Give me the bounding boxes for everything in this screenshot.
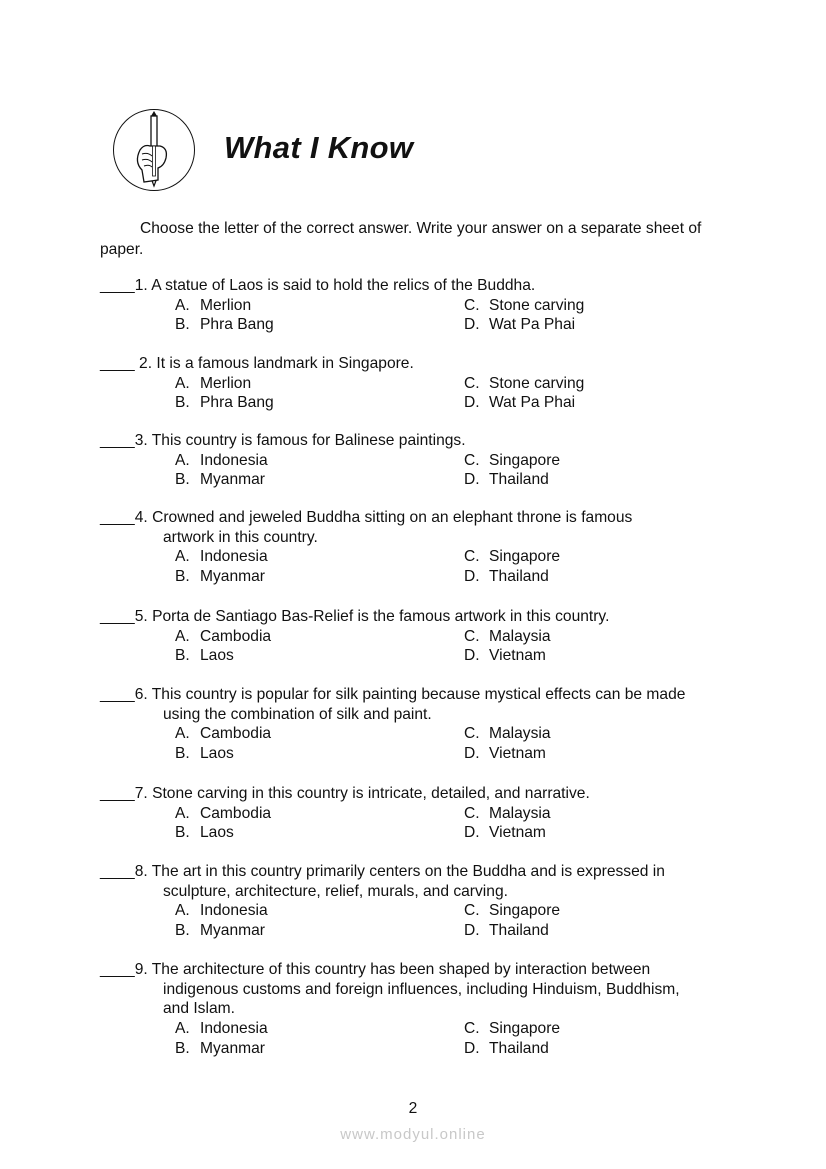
option-b — [175, 1039, 265, 1059]
question-text: Crowned and jeweled Buddha sitting on an elephant throne is famous — [152, 509, 633, 526]
option-b — [175, 315, 274, 335]
option-text: Indonesia — [200, 1020, 268, 1038]
option-d — [464, 921, 549, 941]
option-letter: B. — [175, 647, 190, 665]
option-c — [464, 547, 560, 567]
option-letter: A. — [175, 1020, 190, 1038]
option-d — [464, 567, 549, 587]
answer-blank: ____ — [100, 785, 135, 802]
option-letter: B. — [175, 316, 190, 334]
question-number: 9. — [134, 961, 148, 978]
option-text: Myanmar — [200, 568, 265, 586]
option-text: Vietnam — [489, 745, 546, 763]
option-text: Thailand — [489, 922, 549, 940]
option-letter: B. — [175, 745, 190, 763]
question-number: 8. — [134, 863, 148, 880]
option-text: Malaysia — [489, 804, 551, 822]
option-letter: D. — [464, 824, 480, 842]
option-text: Vietnam — [489, 824, 546, 842]
options — [100, 804, 740, 843]
option-letter: D. — [464, 316, 480, 334]
options — [100, 901, 740, 940]
page-number: 2 — [408, 1100, 418, 1117]
option-a — [175, 296, 251, 316]
option-letter: D. — [464, 568, 480, 586]
options — [100, 451, 740, 490]
question-line — [100, 508, 740, 528]
option-c — [464, 296, 584, 316]
option-text: Thailand — [489, 568, 549, 586]
option-a — [175, 724, 271, 744]
question-text: using the combination of silk and paint. — [163, 705, 432, 723]
question-line — [100, 784, 740, 804]
question-line — [100, 685, 740, 705]
option-text: Malaysia — [489, 627, 551, 645]
question-text: It is a famous landmark in Singapore. — [156, 355, 414, 372]
question-line — [100, 980, 740, 1000]
instructions: Choose the letter of the correct answer. Write your answer on a separate sheet of paper. — [100, 220, 702, 258]
option-letter: C. — [464, 451, 480, 469]
question-text: and Islam. — [163, 1000, 235, 1018]
option-b — [175, 646, 234, 666]
answer-blank: ____ — [100, 686, 135, 703]
question-line — [100, 276, 740, 296]
option-letter: D. — [464, 394, 480, 412]
option-letter: A. — [175, 725, 190, 743]
options — [100, 374, 740, 413]
option-letter: A. — [175, 296, 190, 314]
option-letter: C. — [464, 296, 480, 314]
option-text: Singapore — [489, 451, 561, 469]
answer-blank: ____ — [100, 608, 135, 625]
option-letter: C. — [464, 804, 480, 822]
question-7 — [100, 784, 740, 843]
question-text: sculpture, architecture, relief, murals, and carving. — [163, 882, 508, 900]
question-line — [100, 999, 740, 1019]
option-text: Merlion — [200, 296, 252, 314]
option-letter: B. — [175, 394, 190, 412]
option-d — [464, 744, 546, 764]
option-a — [175, 374, 251, 394]
option-text: Singapore — [489, 902, 561, 920]
option-text: Wat Pa Phai — [489, 316, 576, 334]
option-a — [175, 1019, 268, 1039]
page-title: What I Know — [224, 130, 414, 165]
question-number: 1. — [134, 277, 148, 294]
options — [100, 296, 740, 335]
option-d — [464, 315, 575, 335]
options — [100, 547, 740, 586]
answer-blank: ____ — [100, 355, 140, 372]
option-letter: D. — [464, 471, 480, 489]
question-line — [100, 354, 740, 374]
option-a — [175, 804, 271, 824]
question-line — [100, 862, 740, 882]
option-text: Wat Pa Phai — [489, 394, 576, 412]
question-3 — [100, 431, 740, 490]
option-b — [175, 393, 274, 413]
option-letter: B. — [175, 824, 190, 842]
answer-blank: ____ — [100, 277, 135, 294]
option-text: Stone carving — [489, 296, 585, 314]
option-letter: C. — [464, 902, 480, 920]
option-text: Laos — [200, 647, 234, 665]
option-b — [175, 823, 234, 843]
option-c — [464, 804, 551, 824]
question-1 — [100, 276, 740, 335]
option-text: Indonesia — [200, 548, 268, 566]
option-a — [175, 547, 268, 567]
question-text: indigenous customs and foreign influences, including Hinduism, Buddhism, — [163, 980, 680, 998]
option-letter: C. — [464, 627, 480, 645]
option-letter: C. — [464, 1020, 480, 1038]
option-text: Cambodia — [200, 804, 272, 822]
option-letter: B. — [175, 1039, 190, 1057]
question-text: Stone carving in this country is intricate, detailed, and narrative. — [152, 785, 590, 802]
hand-holding-pencil-icon — [113, 109, 195, 191]
option-letter: C. — [464, 725, 480, 743]
option-c — [464, 374, 584, 394]
option-a — [175, 627, 271, 647]
option-d — [464, 646, 546, 666]
question-4 — [100, 508, 740, 587]
option-letter: B. — [175, 568, 190, 586]
option-letter: A. — [175, 902, 190, 920]
option-letter: B. — [175, 922, 190, 940]
option-c — [464, 627, 551, 647]
option-a — [175, 901, 268, 921]
question-line — [100, 960, 740, 980]
question-number: 3. — [134, 432, 148, 449]
option-letter: D. — [464, 745, 480, 763]
question-line — [100, 431, 740, 451]
option-text: Merlion — [200, 374, 252, 392]
question-line — [100, 528, 740, 548]
question-line — [100, 882, 740, 902]
question-text: This country is popular for silk painting because mystical effects can be made — [151, 686, 686, 703]
option-letter: B. — [175, 471, 190, 489]
answer-blank: ____ — [100, 432, 135, 449]
question-number: 7. — [134, 785, 148, 802]
option-text: Phra Bang — [200, 394, 274, 412]
question-number: 4. — [134, 509, 148, 526]
option-text: Indonesia — [200, 902, 268, 920]
option-c — [464, 901, 560, 921]
question-8 — [100, 862, 740, 941]
option-letter: A. — [175, 627, 190, 645]
answer-blank: ____ — [100, 509, 135, 526]
question-number: 6. — [134, 686, 148, 703]
option-c — [464, 1019, 560, 1039]
question-text: The architecture of this country has been shaped by interaction between — [151, 961, 651, 978]
question-number: 2. — [139, 355, 153, 372]
watermark: www.modyul.online — [340, 1126, 486, 1143]
option-letter: C. — [464, 374, 480, 392]
question-line — [100, 607, 740, 627]
option-letter: D. — [464, 647, 480, 665]
option-letter: D. — [464, 1039, 480, 1057]
question-2 — [100, 354, 740, 413]
option-letter: A. — [175, 374, 190, 392]
option-d — [464, 1039, 549, 1059]
question-text: Porta de Santiago Bas-Relief is the famous artwork in this country. — [152, 608, 610, 625]
option-text: Cambodia — [200, 627, 272, 645]
options — [100, 627, 740, 666]
option-text: Myanmar — [200, 1039, 265, 1057]
question-text: The art in this country primarily centers on the Buddha and is expressed in — [151, 863, 665, 880]
option-text: Thailand — [489, 471, 549, 489]
question-5 — [100, 607, 740, 666]
option-c — [464, 451, 560, 471]
question-text: This country is famous for Balinese paintings. — [151, 432, 466, 449]
question-text: artwork in this country. — [163, 528, 318, 546]
question-number: 5. — [134, 608, 148, 625]
option-text: Myanmar — [200, 922, 265, 940]
option-d — [464, 823, 546, 843]
option-b — [175, 567, 265, 587]
answer-blank: ____ — [100, 863, 135, 880]
option-text: Laos — [200, 745, 234, 763]
option-text: Cambodia — [200, 725, 272, 743]
option-b — [175, 470, 265, 490]
question-text: A statue of Laos is said to hold the relics of the Buddha. — [151, 277, 536, 294]
option-text: Thailand — [489, 1039, 549, 1057]
option-text: Vietnam — [489, 647, 546, 665]
option-text: Phra Bang — [200, 316, 274, 334]
question-6 — [100, 685, 740, 764]
option-b — [175, 744, 234, 764]
option-d — [464, 470, 549, 490]
option-d — [464, 393, 575, 413]
option-letter: A. — [175, 804, 190, 822]
question-9 — [100, 960, 740, 1059]
question-line — [100, 705, 740, 725]
option-a — [175, 451, 268, 471]
answer-blank: ____ — [100, 961, 135, 978]
option-c — [464, 724, 551, 744]
option-b — [175, 921, 265, 941]
options — [100, 1019, 740, 1058]
option-text: Singapore — [489, 548, 561, 566]
option-letter: A. — [175, 451, 190, 469]
option-text: Laos — [200, 824, 234, 842]
option-text: Malaysia — [489, 725, 551, 743]
option-text: Singapore — [489, 1020, 561, 1038]
option-text: Stone carving — [489, 374, 585, 392]
option-letter: D. — [464, 922, 480, 940]
options — [100, 724, 740, 763]
option-letter: A. — [175, 548, 190, 566]
option-text: Indonesia — [200, 451, 268, 469]
option-letter: C. — [464, 548, 480, 566]
option-text: Myanmar — [200, 471, 265, 489]
